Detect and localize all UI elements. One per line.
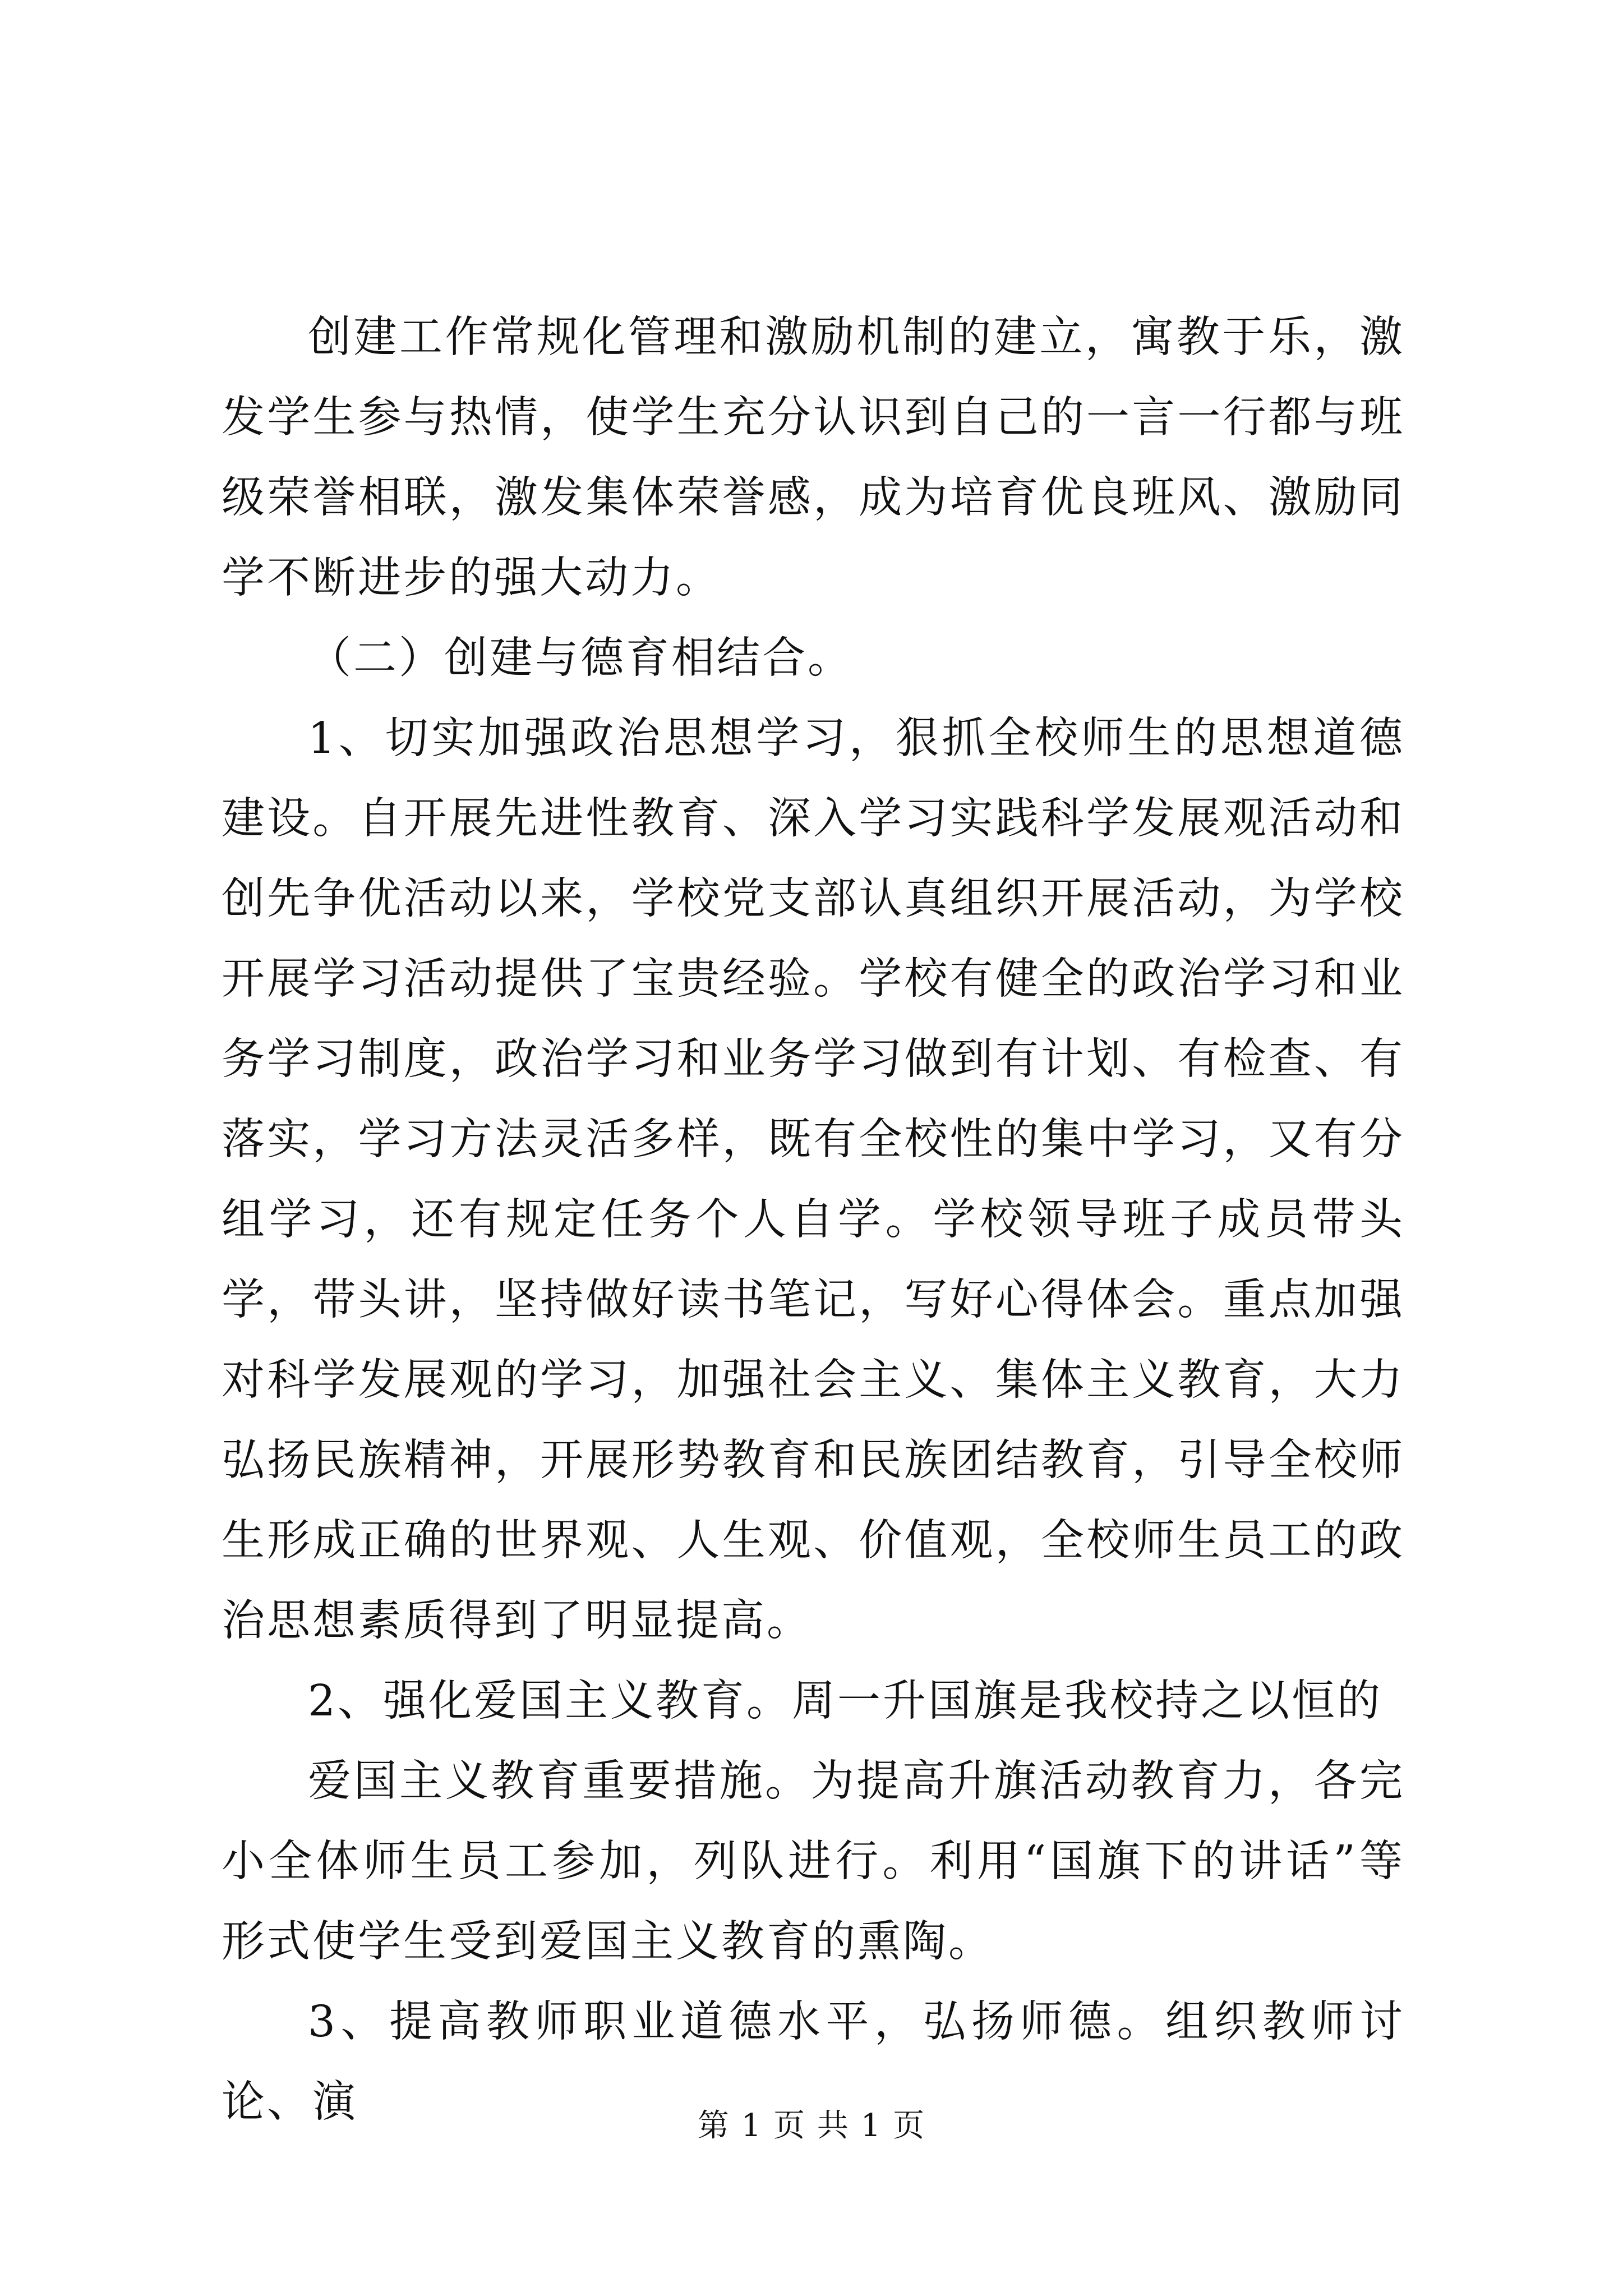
paragraph-3: 1、切实加强政治思想学习，狠抓全校师生的思想道德建设。自开展先进性教育、深入学习实践科学发展观活动和创先争优活动以来，学校党支部认真组织开展活动，为学校开展学习活动提供了宝贵经验。学校有健全的政治学习和业务学习制度，政治学习和业务学习做到有计划、有检查、有落实，学习方法灵活多样，既有全校性的集中学习，又有分组学习，还有规定任务个人自学。学校领导班子成员带头学，带头讲，坚持做好读书笔记，写好心得体会。重点加强对科学发展观的学习，加强社会主义、集体主义教育，大力弘扬民族精神，开展形势教育和民族团结教育，引导全校师生形成正确的世界观、人生观、价值观，全校师生员工的政治思想素质得到了明显提高。 xyxy=(222,714,1405,1646)
paragraph-5: 爱国主义教育重要措施。为提高升旗活动教育力，各完小全体师生员工参加，列队进行。利用“国旗下的讲话”等形式使学生受到爱国主义教育的熏陶。 xyxy=(222,1756,1405,1967)
paragraph-6: 3、提高教师职业道德水平，弘扬师德。组织教师讨论、演 xyxy=(222,1997,1405,2127)
section-heading-2: （二）创建与德育相结合。 xyxy=(308,633,853,683)
paragraph-1: 创建工作常规化管理和激励机制的建立，寓教于乐，激发学生参与热情，使学生充分认识到自己的一言一行都与班级荣誉相联，激发集体荣誉感，成为培育优良班风、激励同学不断进步的强大动力。 xyxy=(222,312,1405,603)
page-footer: 第 1 页 共 1 页 xyxy=(697,2108,926,2144)
paragraph-4: 2、强化爱国主义教育。周一升国旗是我校持之以恒的 xyxy=(308,1676,1382,1726)
document-body xyxy=(222,297,1405,2142)
